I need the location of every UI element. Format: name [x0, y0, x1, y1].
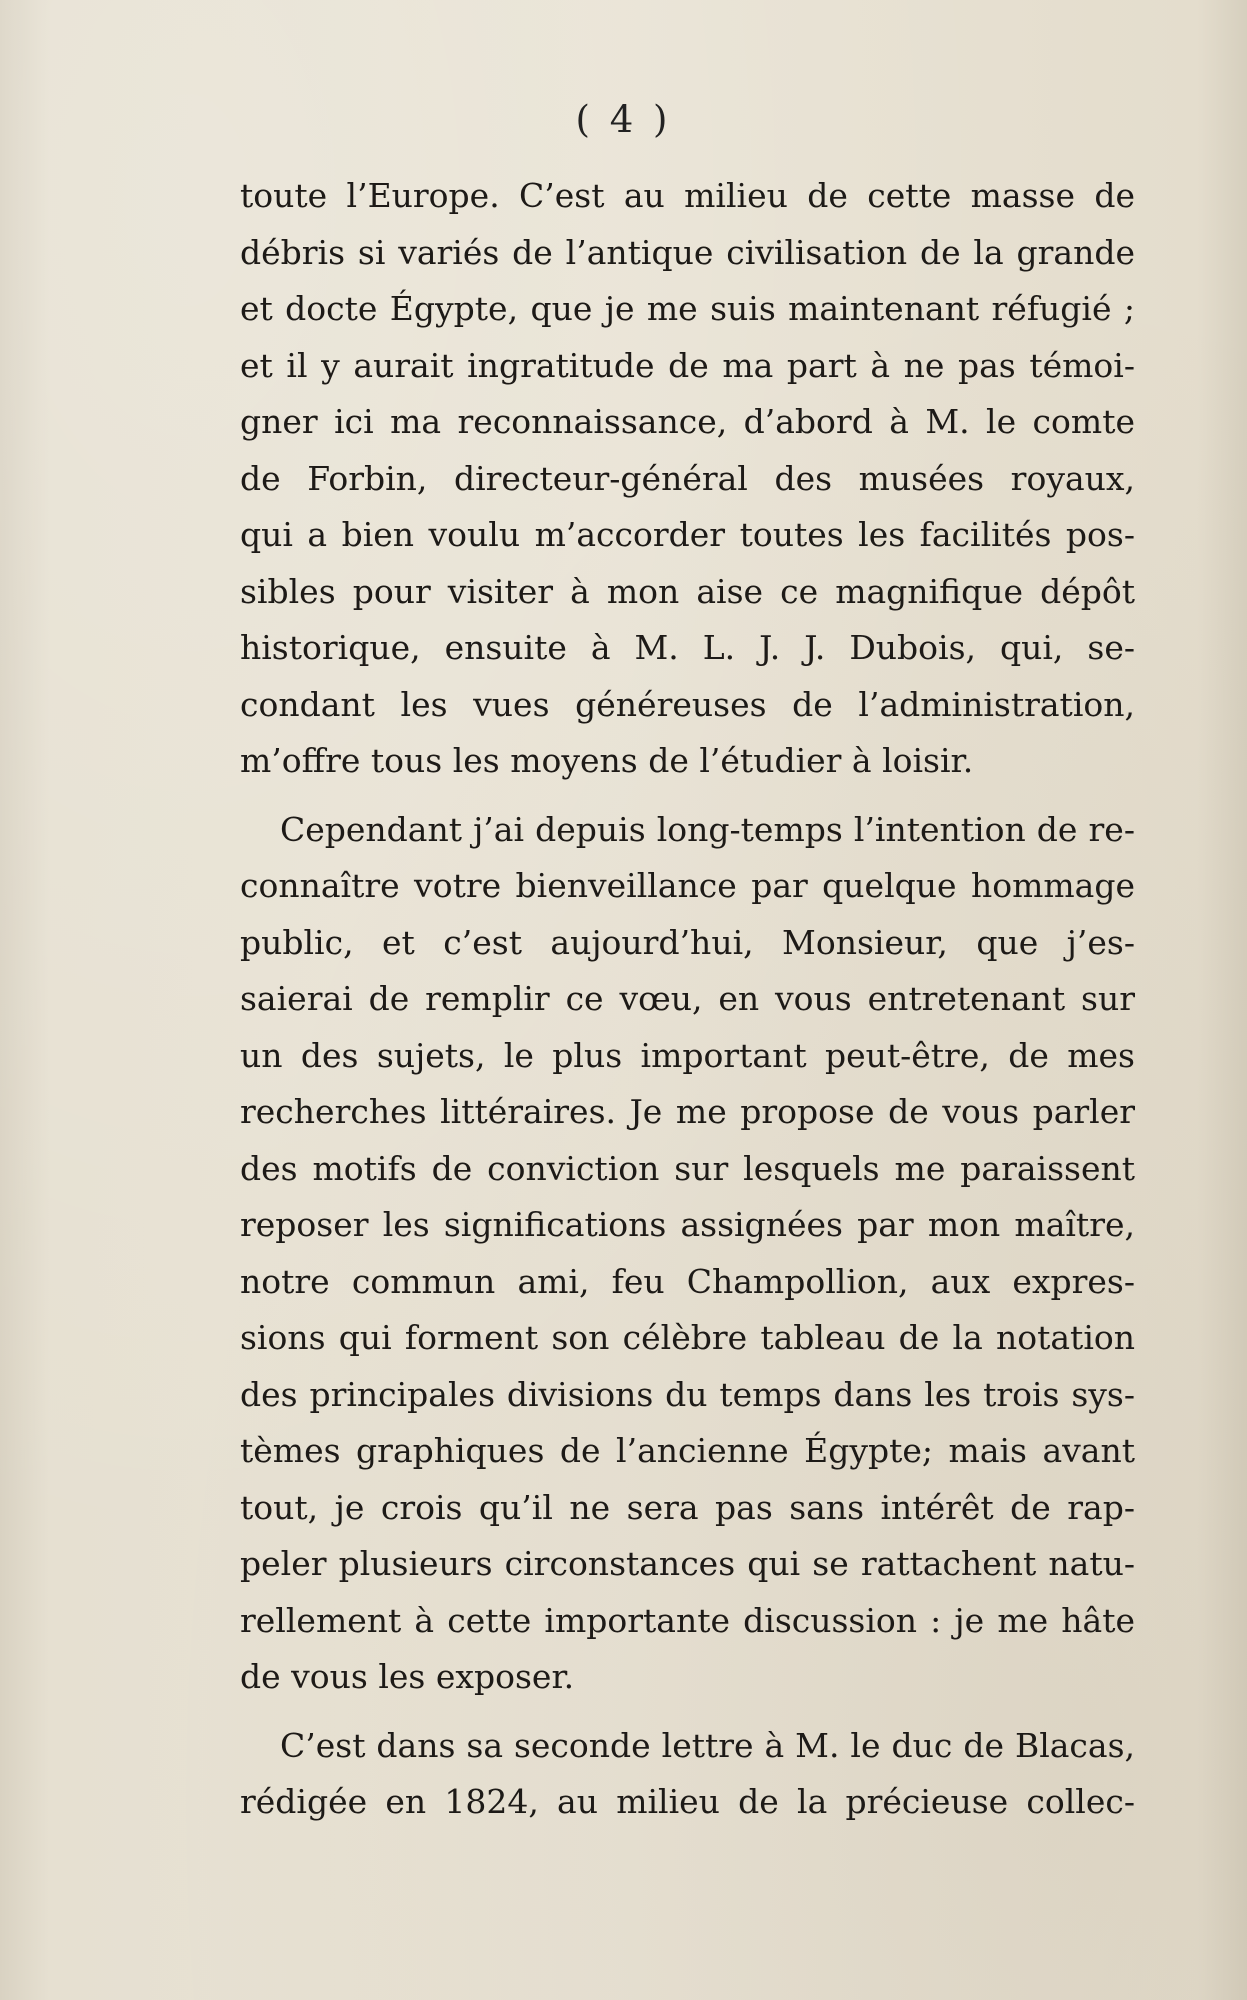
paragraph-1 — [240, 168, 1135, 790]
text-line: et il y aurait ingratitude de ma part à ne pas témoi- — [240, 345, 1135, 385]
text-line: Cependant j’ai depuis long-temps l’intention de re- — [280, 809, 1135, 849]
text-line: recherches littéraires. Je me propose de vous parler — [240, 1092, 1135, 1131]
text-line: de Forbin, directeur-général des musées royaux, — [240, 458, 1135, 498]
text-line: qui a bien voulu m’accorder toutes les facilités pos- — [240, 515, 1135, 554]
text-line: saierai de remplir ce vœu, en vous entretenant sur — [240, 979, 1135, 1018]
text-line: public, et c’est aujourd’hui, Monsieur, que j’es- — [240, 922, 1135, 962]
text-line: rellement à cette importante discussion : je me hâte — [240, 1600, 1135, 1640]
text-line: tèmes graphiques de l’ancienne Égypte; mais avant — [240, 1431, 1135, 1470]
text-line: gner ici ma reconnaissance, d’abord à M. le comte — [240, 402, 1135, 441]
text-line: m’offre tous les moyens de l’étudier à loisir. — [240, 741, 974, 780]
text-line: toute l’Europe. C’est au milieu de cette masse de — [240, 176, 1135, 215]
text-line: des principales divisions du temps dans les trois sys- — [240, 1374, 1135, 1414]
text-line: historique, ensuite à M. L. J. J. Dubois, qui, se- — [240, 628, 1135, 667]
page-number: ( 4 ) — [575, 98, 672, 141]
text-line: condant les vues généreuses de l’administration, — [240, 684, 1135, 724]
text-line: sions qui forment son célèbre tableau de la notation — [240, 1318, 1135, 1357]
text-line: un des sujets, le plus important peut-être, de mes — [240, 1035, 1135, 1075]
text-line: de vous les exposer. — [240, 1657, 575, 1696]
text-line: et docte Égypte, que je me suis maintenant réfugié ; — [240, 289, 1135, 328]
body-text — [240, 168, 1135, 1831]
text-line: C’est dans sa seconde lettre à M. le duc de Blacas, — [280, 1725, 1135, 1765]
text-line: notre commun ami, feu Champollion, aux expres- — [240, 1261, 1135, 1301]
text-line: débris si variés de l’antique civilisation de la grande — [240, 232, 1135, 272]
text-line: reposer les significations assignées par mon maître, — [240, 1205, 1135, 1244]
text-line: peler plusieurs circonstances qui se rattachent natu- — [240, 1544, 1135, 1583]
text-line: tout, je crois qu’il ne sera pas sans intérêt de rap- — [240, 1487, 1135, 1527]
paragraph-2 — [240, 802, 1135, 1706]
text-line: sibles pour visiter à mon aise ce magnifique dépôt — [240, 571, 1135, 611]
text-line: rédigée en 1824, au milieu de la précieuse collec- — [240, 1782, 1135, 1821]
text-line: des motifs de conviction sur lesquels me paraissent — [240, 1148, 1135, 1188]
text-line: connaître votre bienveillance par quelque hommage — [240, 866, 1135, 905]
paragraph-3 — [240, 1718, 1135, 1831]
